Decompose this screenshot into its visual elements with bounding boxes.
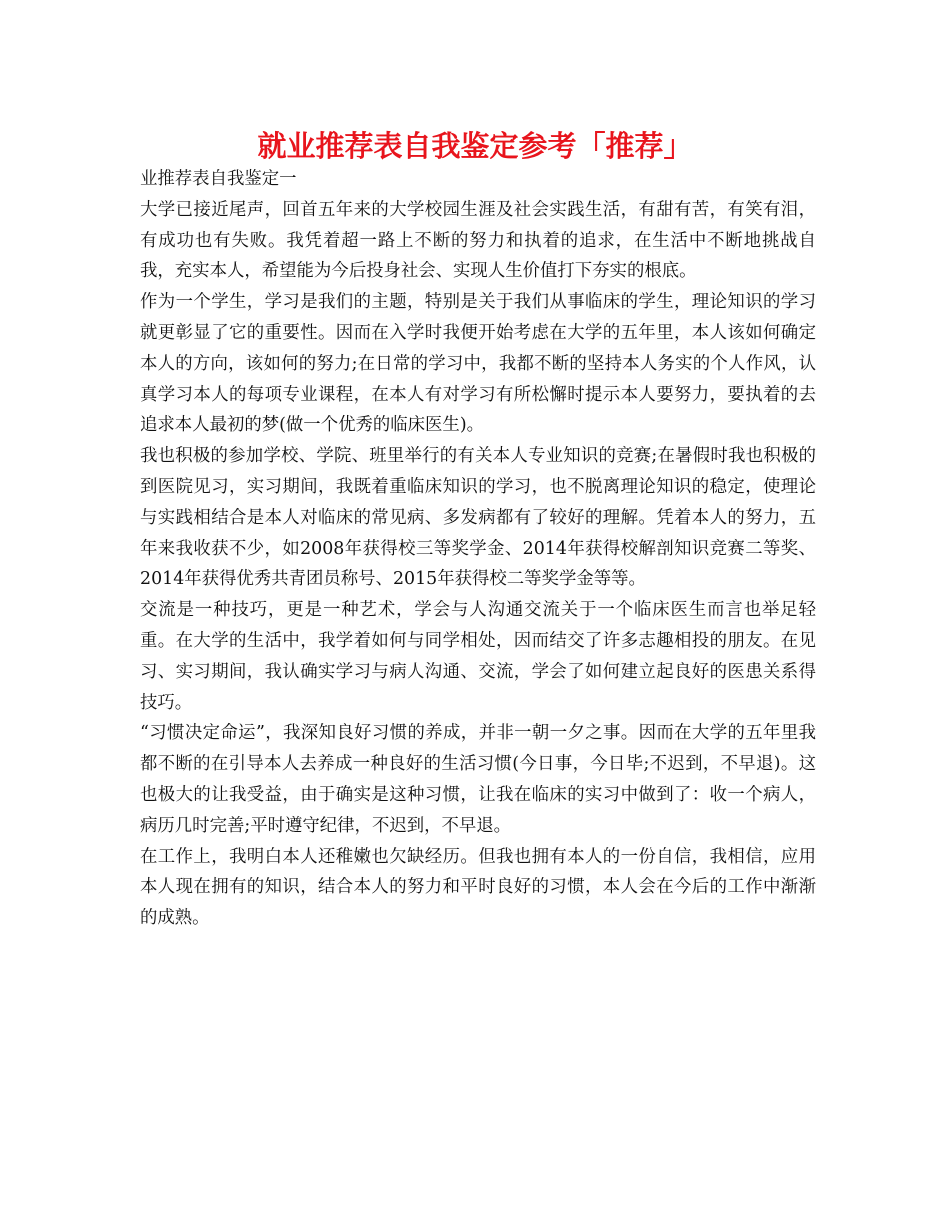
paragraph-2: 作为一个学生，学习是我们的主题，特别是关于我们从事临床的学生，理论知识的学习就更彰显了它的重要性。因而在入学时我便开始考虑在大学的五年里，本人该如何确定本人的方向，该如何的努力;在日常的学习中，我都不断的坚持本人务实的个人作风，认真学习本人的每项专业课程，在本人有对学习有所松懈时提示本人要努力，要执着的去追求本人最初的梦(做一个优秀的临床医生)。 (140, 292, 816, 436)
document-body (140, 164, 816, 934)
paragraph-5: “习惯决定命运”，我深知良好习惯的养成，并非一朝一夕之事。因而在大学的五年里我都不断的在引导本人去养成一种良好的生活习惯(今日事，今日毕;不迟到，不早退)。这也极大的让我受益，由于确实是这种习惯，让我在临床的实习中做到了：收一个病人，病历几时完善;平时遵守纪律，不迟到，不早退。 (140, 723, 816, 836)
paragraph-6: 在工作上，我明白本人还稚嫩也欠缺经历。但我也拥有本人的一份自信，我相信，应用本人现在拥有的知识，结合本人的努力和平时良好的习惯，本人会在今后的工作中渐渐的成熟。 (140, 846, 816, 929)
section-heading: 业推荐表自我鉴定一 (140, 169, 297, 189)
document-title: 就业推荐表自我鉴定参考「推荐」 (257, 129, 693, 163)
paragraph-4: 交流是一种技巧，更是一种艺术，学会与人沟通交流关于一个临床医生而言也举足轻重。在大学的生活中，我学着如何与同学相处，因而结交了许多志趣相投的朋友。在见习、实习期间，我认确实学习与病人沟通、交流，学会了如何建立起良好的医患关系得技巧。 (140, 600, 816, 713)
paragraph-1: 大学已接近尾声，回首五年来的大学校园生涯及社会实践生活，有甜有苦，有笑有泪，有成功也有失败。我凭着超一路上不断的努力和执着的追求，在生活中不断地挑战自我，充实本人，希望能为今后投身社会、实现人生价值打下夯实的根底。 (140, 199, 816, 282)
paragraph-3: 我也积极的参加学校、学院、班里举行的有关本人专业知识的竞赛;在暑假时我也积极的到医院见习，实习期间，我既着重临床知识的学习，也不脱离理论知识的稳定，使理论与实践相结合是本人对临床的常见病、多发病都有了较好的理解。凭着本人的努力，五年来我收获不少，如2008年获得校三等奖学金、2014年获得校解剖知识竞赛二等奖、2014年获得优秀共青团员称号、2015年获得校二等奖学金等等。 (140, 446, 816, 590)
